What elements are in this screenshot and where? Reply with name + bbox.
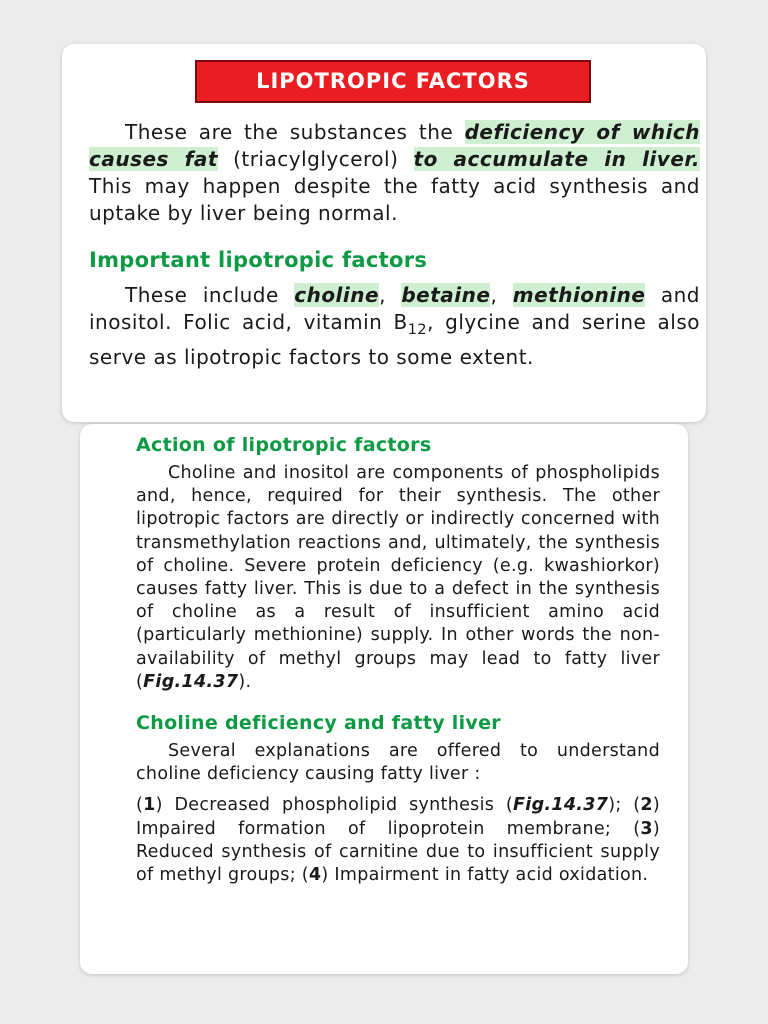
list-item-text: ) Reduced synthesis of carnitine due to insufficient supply of methyl groups; ( [136, 818, 660, 886]
text-run: ); ( [608, 795, 641, 816]
important-factors-heading: Important lipotropic factors [89, 248, 428, 272]
text-run: ) [155, 795, 163, 816]
action-paragraph [136, 462, 660, 694]
text-run: This may happen despite the fatty acid synthesis and uptake by liver being normal. [89, 174, 700, 225]
list-item-text: Decreased phospholipid synthesis ( [162, 795, 514, 816]
text-run: , glycine and serine also serve as lipotropic factors to some extent. [89, 310, 700, 369]
text-run: These are the substances the [125, 120, 465, 144]
text-run: and inositol. Folic acid, vitamin B [89, 283, 700, 334]
list-number: 3 [640, 818, 653, 839]
emphasis-text: betaine [401, 283, 491, 307]
list-number: 1 [143, 795, 156, 816]
emphasis-text: to accumulate in liver. [413, 147, 700, 171]
subscript: 12 [407, 322, 428, 338]
text-run: , [379, 283, 402, 307]
explanations-list [136, 794, 660, 887]
section-title-banner: LIPOTROPIC FACTORS [195, 60, 591, 103]
list-item-text: ) Impairment in fatty acid oxidation. [321, 865, 649, 886]
text-run: ). [238, 671, 252, 692]
list-number: 4 [308, 865, 322, 886]
definition-paragraph [89, 119, 700, 227]
text-run: ( [136, 795, 144, 816]
list-number: 2 [640, 795, 653, 816]
explanation-paragraph: Several explanations are offered to understand choline deficiency causing fatty liver : [136, 741, 660, 785]
choline-deficiency-heading: Choline deficiency and fatty liver [136, 712, 501, 735]
text-run: , [490, 283, 513, 307]
list-item-text: ) Impaired formation of lipoprotein membrane; ( [136, 795, 660, 839]
text-run: (triacylglycerol) [217, 147, 414, 171]
figure-reference: Fig.14.37 [143, 671, 239, 692]
text-run: Choline and inositol are components of phospholipids and, hence, required for their synthesis. The other lipotropic factors are directly or indirectly concerned with transmethylation reactions and, ultimately, the synthesis of choline. Severe protein deficiency (e.g. kwashiorkor) causes fatty liver. This is due to a defect in the synthesis of choline as a result of insufficient amino acid (particularly methionine) supply. In other words the non-availability of methyl groups may lead to fatty liver ( [136, 463, 660, 692]
text-run: These include [125, 283, 295, 307]
action-box [80, 424, 688, 974]
emphasis-text: methionine [512, 283, 646, 307]
action-heading: Action of lipotropic factors [136, 434, 432, 456]
emphasis-text: choline [294, 283, 380, 307]
factors-list-paragraph [89, 282, 700, 371]
figure-reference: Fig.14.37 [513, 795, 609, 816]
lipotropic-factors-box [62, 44, 706, 422]
emphasis-text: deficiency of which causes fat [89, 120, 700, 171]
